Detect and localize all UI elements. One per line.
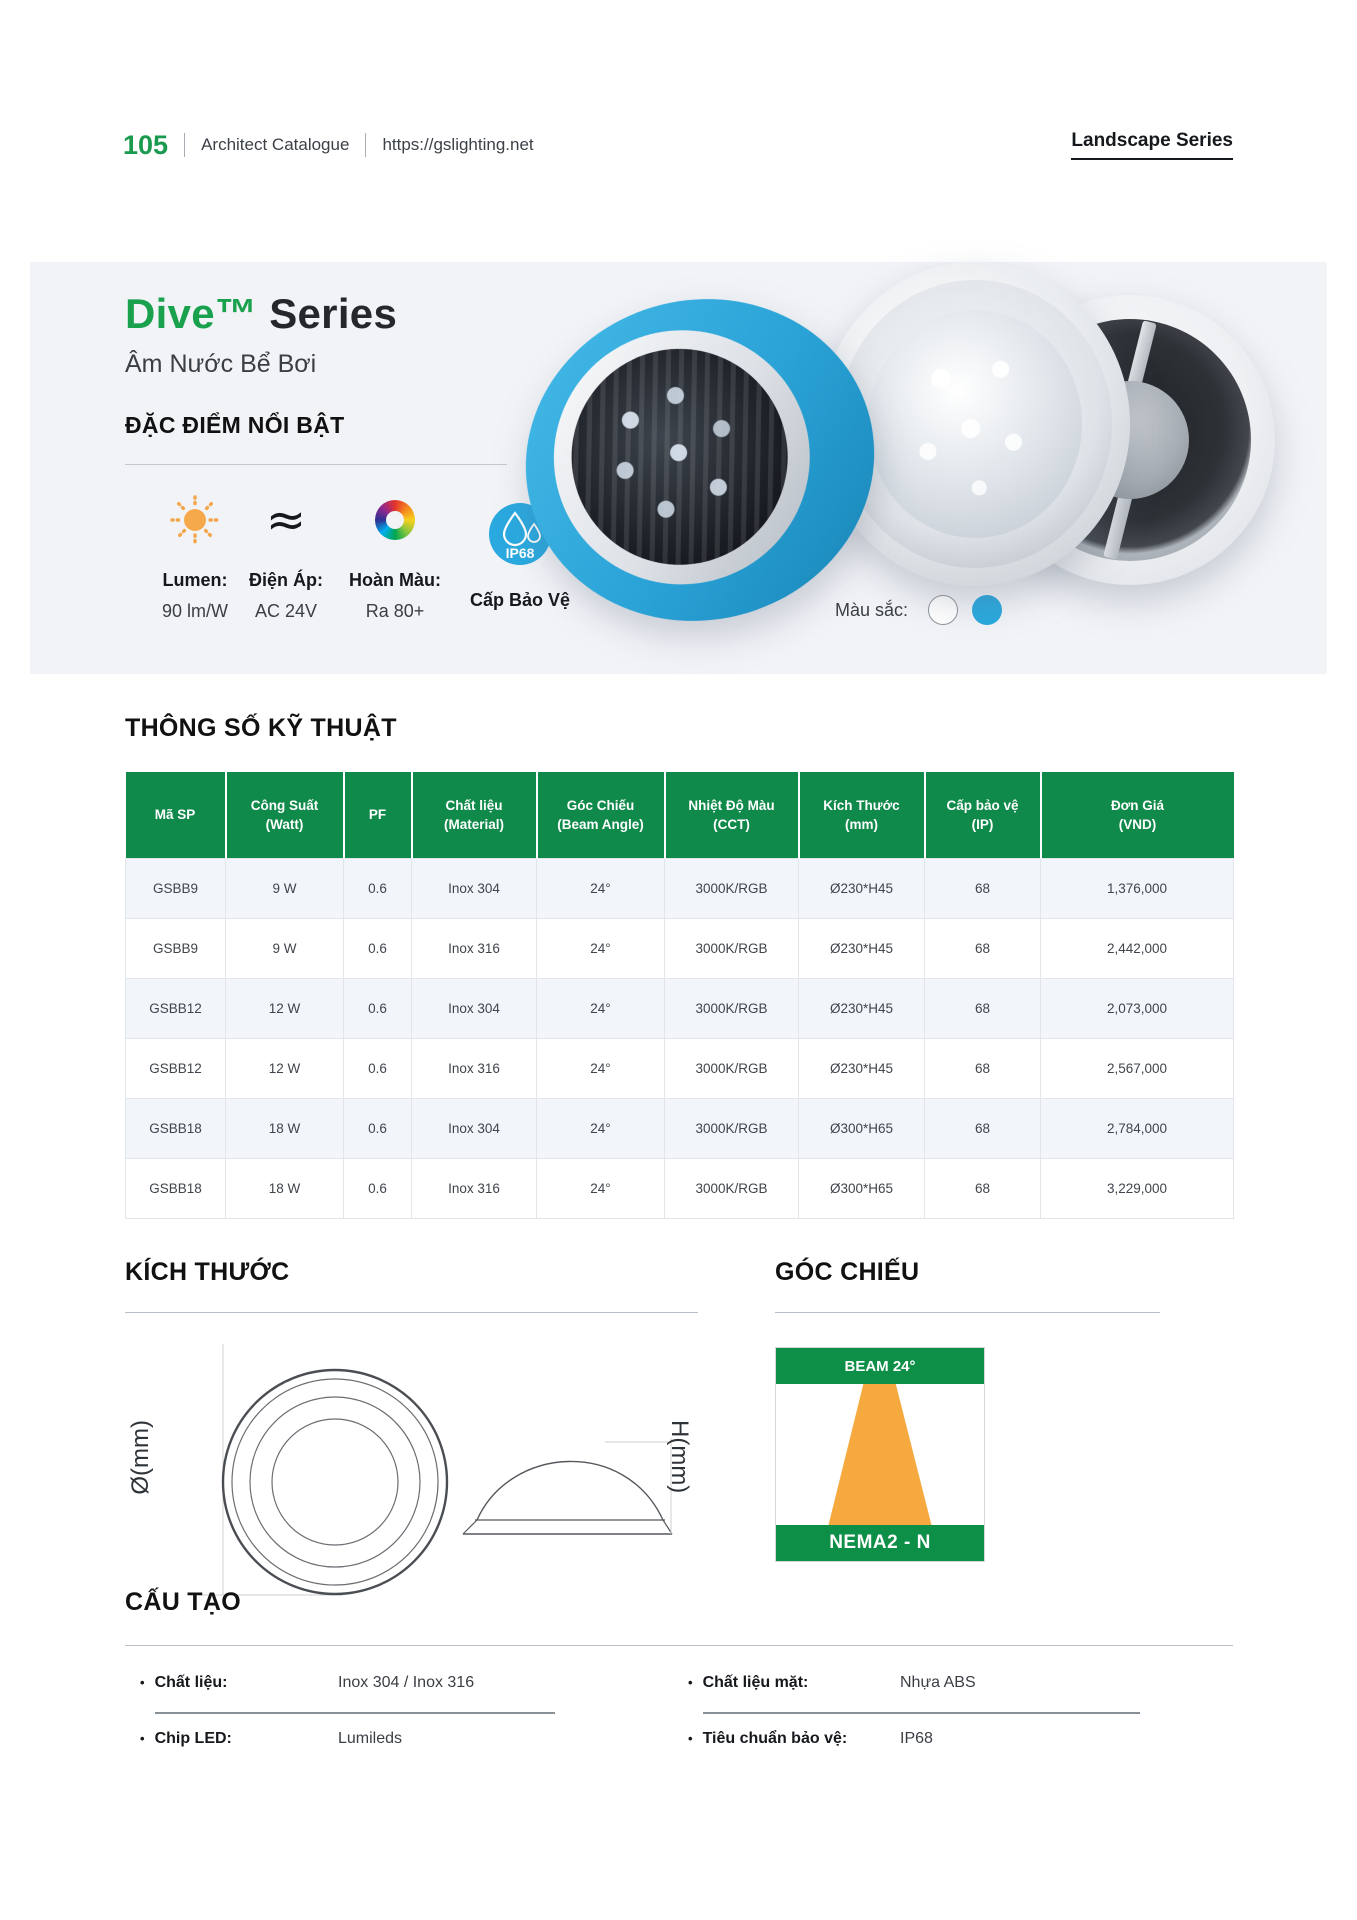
spec-cell: Ø300*H65 [799, 1158, 925, 1218]
spec-cell: 24° [537, 978, 665, 1038]
spec-table [125, 772, 1234, 1219]
series-name: Landscape Series [1071, 130, 1233, 160]
feature-label: Hoàn Màu: [349, 570, 441, 590]
spec-table-body [126, 858, 1234, 1218]
spec-cell: 2,567,000 [1041, 1038, 1234, 1098]
spec-cell: 0.6 [344, 1158, 412, 1218]
construction-item-protection [688, 1730, 1158, 1748]
spec-column-header: Góc Chiếu (Beam Angle) [537, 772, 665, 858]
construction-separator [155, 1712, 555, 1714]
page-header [123, 122, 1233, 168]
beam-rule [775, 1312, 1160, 1313]
color-options-label: Màu sắc: [835, 599, 909, 620]
spec-cell: GSBB12 [126, 1038, 226, 1098]
page-number: 105 [123, 129, 169, 160]
dimensions-heading: KÍCH THƯỚC [125, 1258, 290, 1286]
product-subtitle: Âm Nước Bể Bơi [125, 350, 317, 378]
spec-column-header: Nhiệt Độ Màu (CCT) [665, 772, 799, 858]
spec-cell: 0.6 [344, 918, 412, 978]
beam-heading: GÓC CHIẾU [775, 1258, 920, 1286]
side-view-drawing [455, 1398, 680, 1558]
spec-cell: 24° [537, 1038, 665, 1098]
ac-wave-icon: ≈ [265, 492, 307, 548]
spec-table-row [126, 1158, 1234, 1218]
feature-voltage [226, 488, 346, 622]
color-wheel-icon [330, 488, 460, 552]
spec-cell: 68 [925, 858, 1041, 918]
spec-cell: 12 W [226, 978, 344, 1038]
feature-value: Ra 80+ [365, 601, 425, 621]
spec-cell: 24° [537, 918, 665, 978]
spec-column-header: Đơn Giá (VND) [1041, 772, 1234, 858]
header-left [123, 130, 534, 161]
dimension-drawings [125, 1340, 700, 1620]
spec-cell: 3000K/RGB [665, 858, 799, 918]
construction-value: Lumileds [338, 1730, 403, 1747]
spec-cell: 0.6 [344, 858, 412, 918]
spec-cell: 18 W [226, 1158, 344, 1218]
spec-cell: 0.6 [344, 978, 412, 1038]
construction-separator [703, 1712, 1140, 1714]
spec-table-head-row [126, 772, 1234, 858]
spec-cell: 3000K/RGB [665, 1098, 799, 1158]
height-dimension-label: H(mm) [666, 1420, 693, 1494]
spec-cell: Inox 316 [412, 1038, 537, 1098]
header-divider [184, 133, 185, 157]
spec-cell: GSBB9 [126, 858, 226, 918]
feature-value: Cấp Bảo Vệ [469, 590, 571, 610]
top-view-drawing [183, 1340, 483, 1620]
dimensions-rule [125, 1312, 698, 1313]
spec-column-header: Mã SP [126, 772, 226, 858]
construction-label: • Tiêu chuẩn bảo vệ: [688, 1730, 900, 1748]
spec-cell: Inox 304 [412, 858, 537, 918]
spec-cell: 12 W [226, 1038, 344, 1098]
construction-rule [125, 1645, 1233, 1646]
construction-label: • Chip LED: [140, 1730, 338, 1748]
spec-cell: 3000K/RGB [665, 918, 799, 978]
beam-diagram [775, 1347, 985, 1562]
spec-cell: GSBB9 [126, 918, 226, 978]
product-title [125, 290, 397, 338]
spec-column-header: Cấp bảo vệ (IP) [925, 772, 1041, 858]
spec-cell: GSBB18 [126, 1098, 226, 1158]
spec-column-header: Kích Thước (mm) [799, 772, 925, 858]
spec-cell: 2,073,000 [1041, 978, 1234, 1038]
beam-cone-shape [776, 1384, 984, 1527]
construction-heading: CẤU TẠO [125, 1588, 241, 1616]
features-heading: ĐẶC ĐIỂM NỔI BẬT [125, 412, 345, 438]
spec-table-row [126, 978, 1234, 1038]
ip68-badge-text: IP68 [505, 545, 535, 561]
spec-cell: Ø230*H45 [799, 978, 925, 1038]
spec-cell: Inox 304 [412, 978, 537, 1038]
product-title-brand: Dive™ [125, 290, 258, 337]
spec-cell: 0.6 [344, 1038, 412, 1098]
spec-cell: Ø230*H45 [799, 1038, 925, 1098]
hero-panel [30, 262, 1327, 674]
spec-cell: 68 [925, 1038, 1041, 1098]
spec-cell: 68 [925, 1098, 1041, 1158]
beam-angle-label: BEAM 24° [776, 1348, 984, 1384]
spec-cell: 3000K/RGB [665, 1038, 799, 1098]
spec-cell: 3000K/RGB [665, 1158, 799, 1218]
nema-class-label: NEMA2 - N [776, 1525, 984, 1561]
color-swatch-white [928, 595, 958, 625]
spec-column-header: PF [344, 772, 412, 858]
feature-label: Điện Áp: [249, 570, 323, 590]
spec-table-row [126, 918, 1234, 978]
diameter-dimension-label: Ø(mm) [127, 1420, 154, 1495]
color-swatch-blue [972, 595, 1002, 625]
spec-cell: 24° [537, 858, 665, 918]
spec-cell: 0.6 [344, 1098, 412, 1158]
color-options [835, 595, 1002, 625]
spec-cell: 2,784,000 [1041, 1098, 1234, 1158]
spec-cell: Inox 316 [412, 918, 537, 978]
feature-value: AC 24V [254, 601, 318, 621]
spec-cell: Ø230*H45 [799, 918, 925, 978]
feature-cri [330, 488, 460, 622]
spec-cell: GSBB12 [126, 978, 226, 1038]
construction-label: • Chất liệu: [140, 1674, 338, 1692]
spec-cell: 68 [925, 1158, 1041, 1218]
construction-item-material [140, 1674, 560, 1692]
features-rule [125, 464, 507, 465]
construction-value: IP68 [900, 1730, 933, 1747]
spec-cell: 1,376,000 [1041, 858, 1234, 918]
spec-cell: 68 [925, 978, 1041, 1038]
spec-cell: 68 [925, 918, 1041, 978]
spec-column-header: Chất liệu (Material) [412, 772, 537, 858]
construction-label: • Chất liệu mặt: [688, 1674, 900, 1692]
spec-table-row [126, 1038, 1234, 1098]
product-title-rest: Series [269, 290, 398, 337]
specs-heading: THÔNG SỐ KỸ THUẬT [125, 714, 397, 742]
spec-cell: 3000K/RGB [665, 978, 799, 1038]
construction-item-chip [140, 1730, 560, 1748]
spec-cell: 3,229,000 [1041, 1158, 1234, 1218]
construction-value: Nhựa ABS [900, 1674, 976, 1691]
spec-table-row [126, 858, 1234, 918]
spec-cell: GSBB18 [126, 1158, 226, 1218]
spec-cell: Ø230*H45 [799, 858, 925, 918]
spec-table-row [126, 1098, 1234, 1158]
header-divider [365, 133, 366, 157]
spec-cell: Ø300*H65 [799, 1098, 925, 1158]
spec-cell: Inox 304 [412, 1098, 537, 1158]
spec-cell: 18 W [226, 1098, 344, 1158]
spec-cell: Inox 316 [412, 1158, 537, 1218]
construction-item-face-material [688, 1674, 1158, 1692]
spec-cell: 24° [537, 1158, 665, 1218]
construction-value: Inox 304 / Inox 316 [338, 1674, 475, 1691]
website-link[interactable]: https://gslighting.net [382, 135, 534, 154]
spec-cell: 24° [537, 1098, 665, 1158]
spec-cell: 2,442,000 [1041, 918, 1234, 978]
feature-label: Lumen: [162, 570, 228, 590]
catalogue-name: Architect Catalogue [201, 135, 350, 154]
spec-cell: 9 W [226, 858, 344, 918]
feature-value: 90 lm/W [161, 601, 228, 621]
spec-column-header: Công Suất (Watt) [226, 772, 344, 858]
spec-cell: 9 W [226, 918, 344, 978]
